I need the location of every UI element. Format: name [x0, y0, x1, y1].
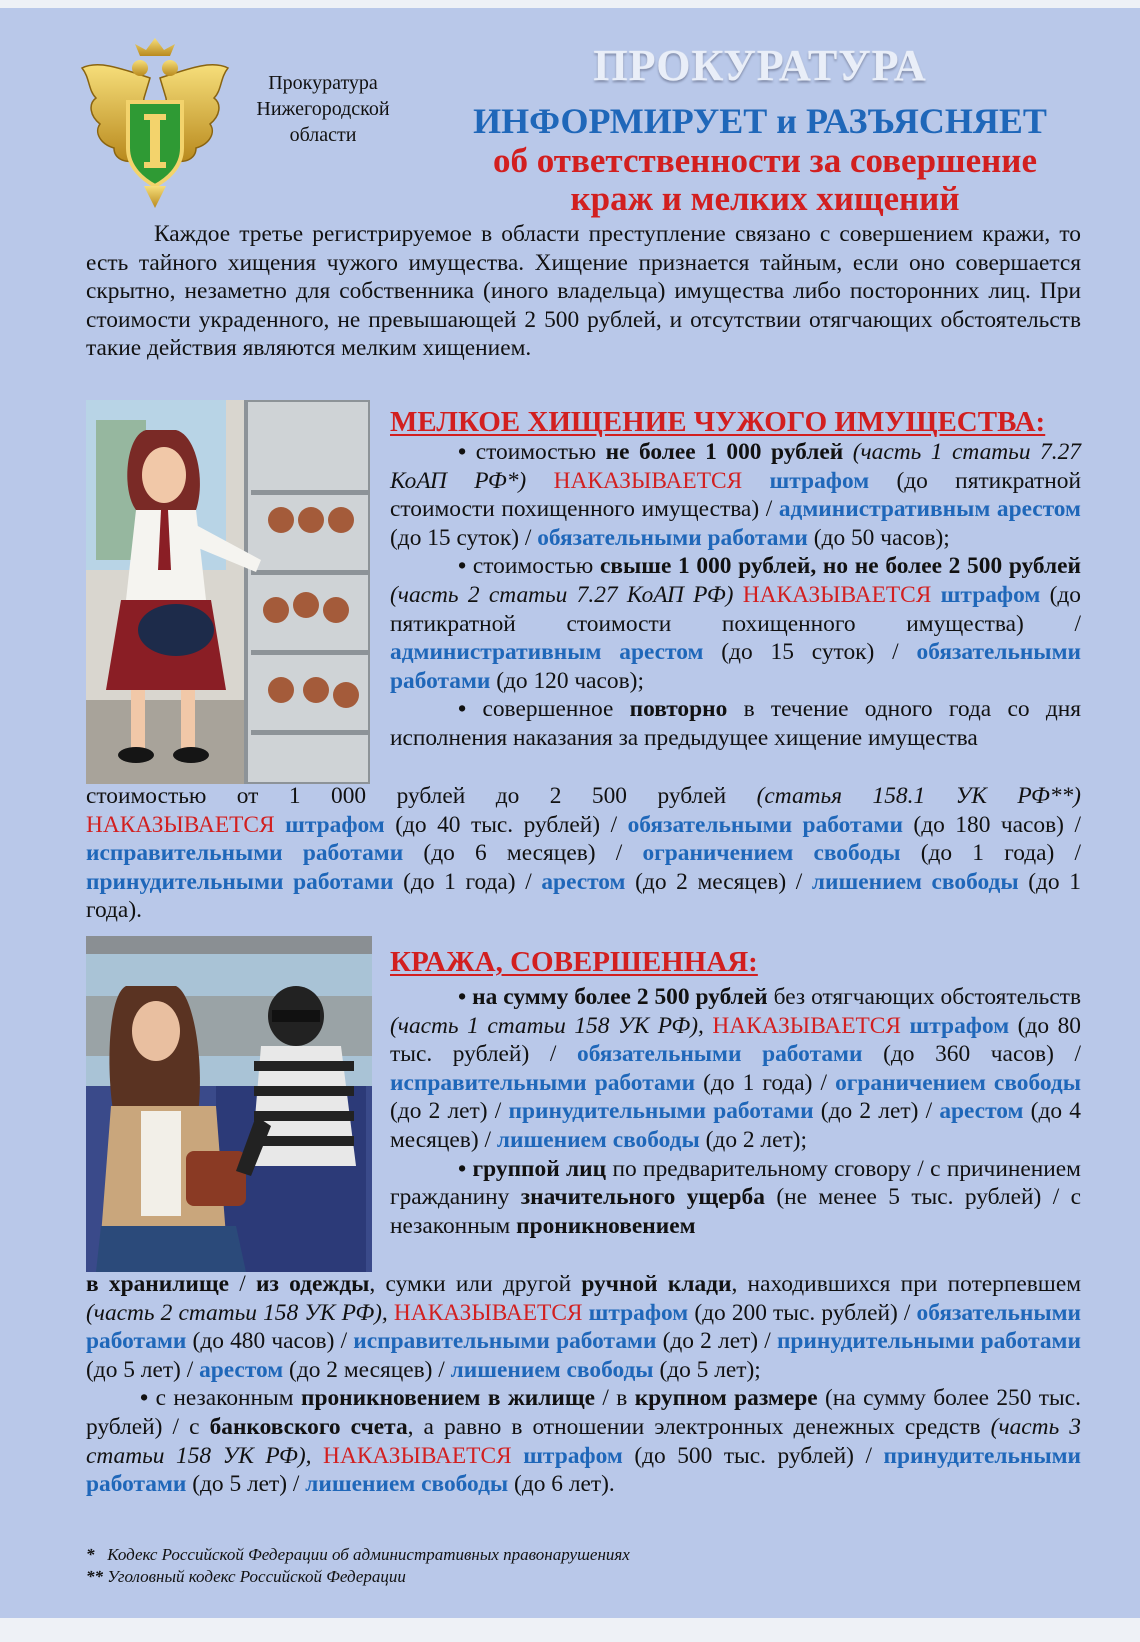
- section-petty-theft-item3-cont: [86, 782, 1081, 925]
- pickpocket-illustration: [86, 936, 372, 1272]
- title-main: ПРОКУРАТУРА: [593, 41, 927, 90]
- shoplifting-illustration: [86, 400, 370, 784]
- footnote-mark: *: [86, 1545, 95, 1564]
- list-item: • стоимостью не более 1 000 рублей (часть 1 статьи 7.27 КоАП РФ*) НАКАЗЫВАЕТСЯ штрафом (до пятикратной стоимости похищенного имущества) / административным арестом (до 15 суток) / обязательными работами (до 50 часов);: [390, 438, 1081, 552]
- footnote-mark: **: [86, 1567, 103, 1586]
- agency-line: области: [289, 124, 357, 146]
- title-topic-line: об ответственности за совершение: [492, 141, 1037, 180]
- section-heading-theft: КРАЖА, СОВЕРШЕННАЯ:: [390, 946, 758, 978]
- footnote-text: Уголовный кодекс Российской Федерации: [107, 1567, 406, 1586]
- prosecutor-emblem-icon: [80, 38, 230, 210]
- agency-name: [238, 70, 408, 148]
- footnote-text: Кодекс Российской Федерации об административных правонарушениях: [107, 1545, 630, 1564]
- list-item: • совершенное повторно в течение одного года со дня исполнения наказания за предыдущее хищение имущества: [390, 695, 1081, 752]
- footnote-2: [86, 1566, 406, 1588]
- title-topic-line: краж и мелких хищений: [570, 179, 960, 218]
- agency-line: Прокуратура: [268, 72, 378, 94]
- section-theft-items: [390, 983, 1081, 1240]
- title-sub: ИНФОРМИРУЕТ и РАЗЪЯСНЯЕТ: [473, 101, 1047, 141]
- list-item: • с незаконным проникновением в жилище / в крупном размере (на сумму более 250 тыс. рублей) / с банковского счета, а равно в отношении электронных денежных средств (часть 3 статьи 158 УК РФ), НАКАЗЫВАЕТСЯ штрафом (до 500 тыс. рублей) / принудительными работами (до 5 лет) / лишением свободы (до 6 лет).: [86, 1384, 1081, 1498]
- list-item: • стоимостью свыше 1 000 рублей, но не более 2 500 рублей (часть 2 статьи 7.27 КоАП РФ) НАКАЗЫВАЕТСЯ штрафом (до пятикратной стоимости похищенного имущества) / административным арестом (до 15 суток) / обязательными работами (до 120 часов);: [390, 552, 1081, 695]
- footnote-1: [86, 1544, 630, 1566]
- section-theft-cont: [86, 1270, 1081, 1499]
- list-item-continuation: в хранилище / из одежды, сумки или другой ручной клади, находившихся при потерпевшем (часть 2 статьи 158 УК РФ), НАКАЗЫВАЕТСЯ штрафом (до 200 тыс. рублей) / обязательными работами (до 480 часов) / исправительными работами (до 2 лет) / принудительными работами (до 5 лет) / арестом (до 2 месяцев) / лишением свободы (до 5 лет);: [86, 1271, 1082, 1383]
- agency-line: Нижегородской: [256, 98, 390, 120]
- section-petty-theft-items: [390, 438, 1081, 753]
- leaflet-page: [0, 8, 1140, 1618]
- list-item: • группой лиц по предварительному сговору / с причинением гражданину значительного ущерба (не менее 5 тыс. рублей) / с незаконным проникновением: [390, 1155, 1081, 1241]
- section-heading-petty-theft: МЕЛКОЕ ХИЩЕНИЕ ЧУЖОГО ИМУЩЕСТВА:: [390, 406, 1046, 438]
- list-item-continuation: стоимостью от 1 000 рублей до 2 500 рублей (статья 158.1 УК РФ**): [86, 783, 1081, 809]
- title-topic: [415, 142, 1115, 218]
- intro-paragraph: Каждое третье регистрируемое в области преступление связано с совершением кражи, то есть тайного хищения чужого имущества. Хищение признается тайным, если оно совершается скрытно, незаметно для собственника (иного владельца) имущества либо посторонних лиц. При стоимости украденного, не превышающей 2 500 рублей, и отсутствии отягчающих обстоятельств такие действия являются мелким хищением.: [86, 221, 1081, 362]
- list-item: • на сумму более 2 500 рублей без отягчающих обстоятельств (часть 1 статьи 158 УК РФ), НАКАЗЫВАЕТСЯ штрафом (до 80 тыс. рублей) / обязательными работами (до 360 часов) / исправительными работами (до 1 года) / ограничением свободы (до 2 лет) / принудительными работами (до 2 лет) / арестом (до 4 месяцев) / лишением свободы (до 2 лет);: [390, 983, 1081, 1155]
- list-item-continuation: НАКАЗЫВАЕТСЯ штрафом (до 40 тыс. рублей) / обязательными работами (до 180 часов) / исправительными работами (до 6 месяцев) / ограничением свободы (до 1 года) / принудительными работами (до 1 года) / арестом (до 2 месяцев) / лишением свободы (до 1 года).: [86, 811, 1081, 924]
